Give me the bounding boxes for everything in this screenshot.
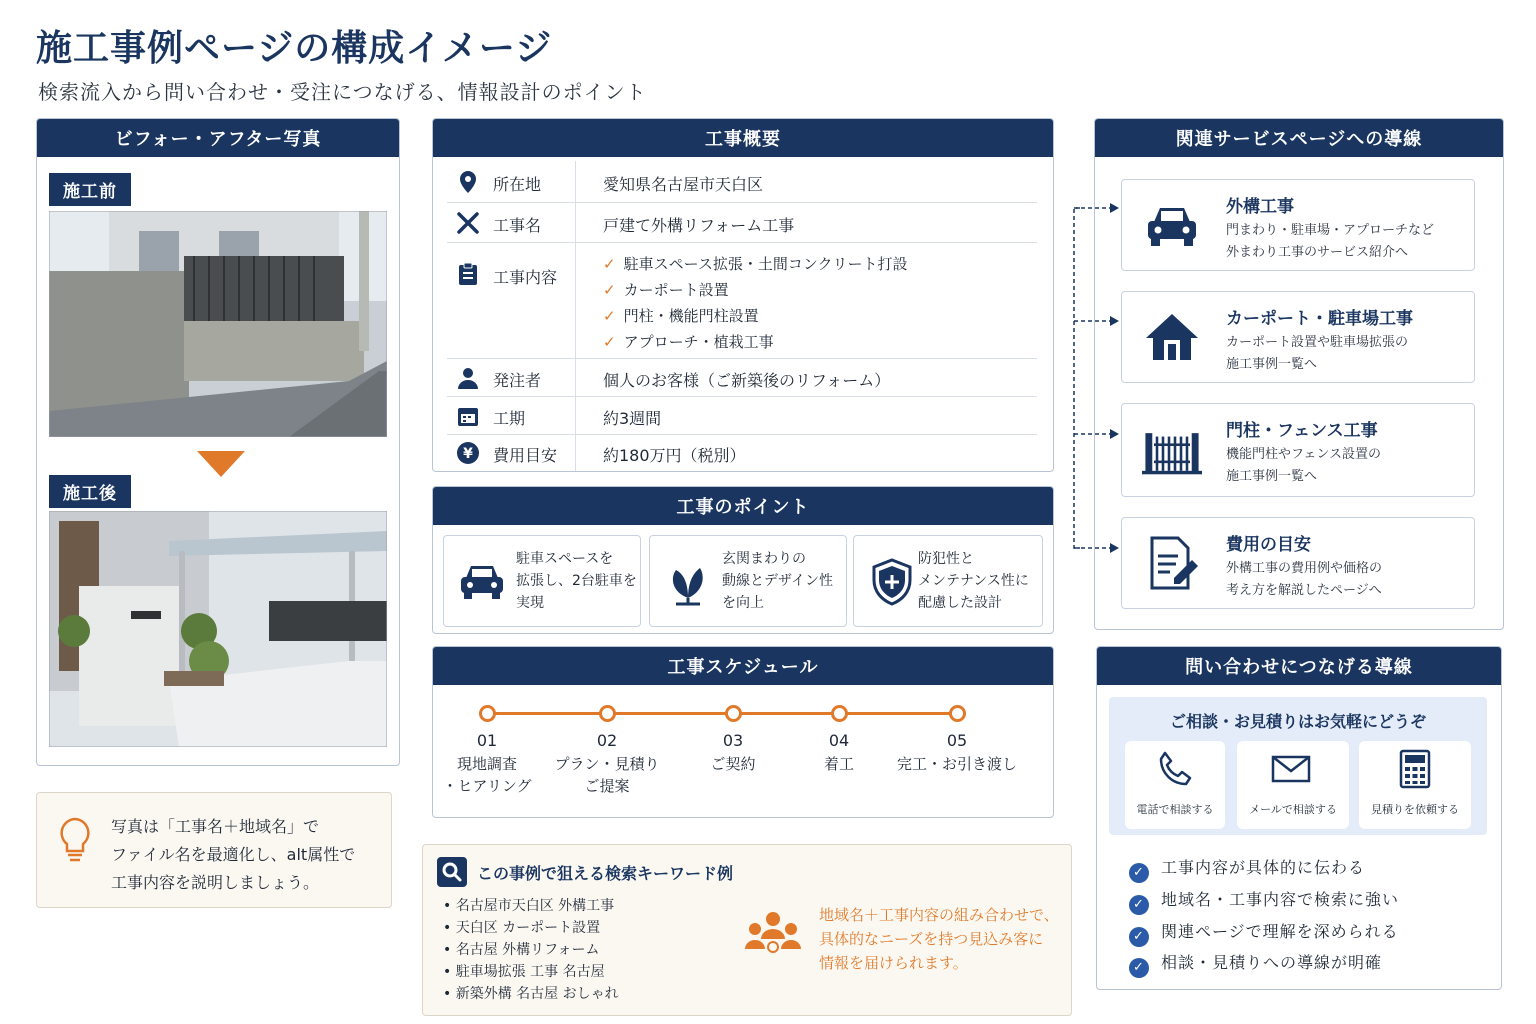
- schedule-step-marker: [725, 705, 742, 722]
- schedule-step-label: 着工: [823, 755, 854, 773]
- keyword-panel: [422, 844, 1072, 1016]
- schedule-panel: [432, 646, 1054, 818]
- related-card-carport[interactable]: カーポート・駐車場工事 カーポート設置や駐車場拡張の 施工事例一覧へ: [1121, 291, 1475, 383]
- calculator-icon: [1395, 749, 1435, 789]
- related-panel: [1094, 118, 1504, 630]
- contact-heading: 問い合わせにつなげる導線: [1097, 647, 1501, 685]
- photo-tip-line: ファイル名を最適化し、alt属性で: [111, 845, 356, 864]
- points-panel: [432, 486, 1054, 634]
- overview-row-period: [447, 397, 1037, 435]
- keyword-heading: この事例で狙える検索キーワード例: [477, 864, 734, 883]
- overview-row-location: [447, 161, 1037, 203]
- keyword-note-line: 具体的なニーズを持つ見込み客に: [819, 930, 1044, 948]
- page-subtitle: 検索流入から問い合わせ・受注につなげる、情報設計のポイント: [38, 80, 647, 104]
- contact-box: [1109, 697, 1487, 835]
- before-after-panel: [36, 118, 400, 766]
- yen-icon: [455, 440, 481, 466]
- location-pin-icon: [455, 169, 481, 195]
- benefit-item: ✓ 相談・見積りへの導線が明確: [1129, 950, 1382, 978]
- overview-row-client: [447, 359, 1037, 397]
- before-after-heading: ビフォー・アフター写真: [37, 119, 399, 157]
- car-icon: [456, 556, 508, 608]
- estimate-button[interactable]: 見積りを依頼する: [1359, 741, 1471, 829]
- contact-panel: [1096, 646, 1502, 990]
- overview-value: 約3週間: [603, 409, 662, 428]
- search-icon: [437, 857, 467, 887]
- mail-button[interactable]: メールで相談する: [1237, 741, 1349, 829]
- connector-arrows: [1066, 200, 1122, 556]
- schedule-line: [487, 712, 957, 715]
- mail-icon: [1271, 749, 1311, 789]
- overview-item: ✓ 駐車スペース拡張・土間コンクリート打設: [603, 255, 908, 273]
- check-icon: ✓: [1129, 895, 1149, 915]
- keyword-note-line: 地域名＋工事内容の組み合わせで、: [819, 906, 1059, 924]
- schedule-step-number: 03: [722, 731, 744, 750]
- schedule-step-marker: [831, 705, 848, 722]
- related-card-cost[interactable]: 費用の目安 外構工事の費用例や価格の 考え方を解説したページへ: [1121, 517, 1475, 609]
- schedule-step-number: 04: [828, 731, 850, 750]
- page-title: 施工事例ページの構成イメージ: [36, 28, 553, 69]
- related-heading: 関連サービスページへの導線: [1095, 119, 1503, 157]
- point-card: 防犯性と メンテナンス性に 配慮した設計: [853, 535, 1043, 627]
- house-icon: [1142, 308, 1202, 368]
- overview-heading: 工事概要: [433, 119, 1053, 157]
- contact-sub: ご相談・お見積りはお気軽にどうぞ: [1169, 712, 1426, 731]
- schedule-step-marker: [949, 705, 966, 722]
- shield-icon: [866, 556, 918, 608]
- keyword-item: • 新築外構 名古屋 おしゃれ: [443, 986, 619, 1002]
- schedule-step-label: ご契約: [710, 755, 756, 773]
- calendar-icon: [455, 403, 481, 429]
- keyword-item: • 駐車場拡張 工事 名古屋: [443, 964, 605, 980]
- overview-label: 費用目安: [493, 446, 558, 465]
- overview-label: 工事内容: [493, 268, 558, 287]
- check-icon: ✓: [1129, 863, 1149, 883]
- overview-label: 発注者: [493, 371, 542, 390]
- check-icon: ✓: [1129, 927, 1149, 947]
- overview-value: 約180万円（税別）: [603, 446, 746, 465]
- schedule-heading: 工事スケジュール: [433, 647, 1053, 685]
- schedule-step-number: 02: [596, 731, 618, 750]
- schedule-step-label: ・ヒアリング: [442, 777, 532, 795]
- overview-item: ✓ アプローチ・植栽工事: [603, 333, 774, 351]
- person-icon: [455, 365, 481, 391]
- related-card-exterior[interactable]: 外構工事 門まわり・駐車場・アプローチなど 外まわり工事のサービス紹介へ: [1121, 179, 1475, 271]
- tools-icon: [455, 210, 481, 236]
- photo-tip-line: 工事内容を説明しましょう。: [111, 873, 320, 892]
- lightbulb-icon: [57, 815, 93, 867]
- overview-value: 愛知県名古屋市天白区: [603, 175, 764, 194]
- fence-icon: [1142, 422, 1202, 482]
- car-icon: [1142, 196, 1202, 256]
- schedule-step-label: ご提案: [584, 777, 630, 795]
- benefit-item: ✓ 関連ページで理解を深められる: [1129, 919, 1399, 947]
- schedule-step-label: 完工・お引き渡し: [896, 755, 1017, 773]
- schedule-step-number: 01: [476, 731, 498, 750]
- clipboard-icon: [455, 261, 481, 287]
- benefit-item: ✓ 地域名・工事内容で検索に強い: [1129, 887, 1399, 915]
- overview-row-name: [447, 203, 1037, 243]
- photo-tip-box: [36, 792, 392, 908]
- points-heading: 工事のポイント: [433, 487, 1053, 525]
- keyword-item: • 天白区 カーポート設置: [443, 920, 601, 936]
- check-icon: ✓: [1129, 958, 1149, 978]
- related-card-fence[interactable]: 門柱・フェンス工事 機能門柱やフェンス設置の 施工事例一覧へ: [1121, 403, 1475, 497]
- svg-text:¥: ¥: [463, 446, 473, 462]
- before-label: 施工前: [49, 173, 131, 206]
- schedule-step-number: 05: [946, 731, 968, 750]
- overview-row-cost: [447, 435, 1037, 471]
- schedule-step-marker: [479, 705, 496, 722]
- schedule-step-marker: [599, 705, 616, 722]
- people-icon: [743, 909, 803, 959]
- point-card: 玄関まわりの 動線とデザイン性 を向上: [649, 535, 847, 627]
- overview-label: 工期: [493, 409, 526, 428]
- point-card: 駐車スペースを 拡張し、2台駐車を 実現: [443, 535, 641, 627]
- document-pen-icon: [1142, 534, 1202, 594]
- overview-panel: [432, 118, 1054, 472]
- schedule-step-label: プラン・見積り: [554, 755, 660, 773]
- overview-label: 工事名: [493, 216, 542, 235]
- after-photo: [49, 511, 387, 747]
- keyword-item: • 名古屋 外構リフォーム: [443, 942, 600, 958]
- overview-value: 戸建て外構リフォーム工事: [603, 216, 795, 235]
- phone-icon: [1155, 749, 1195, 789]
- phone-button[interactable]: 電話で相談する: [1125, 741, 1225, 829]
- overview-item: ✓ カーポート設置: [603, 281, 729, 299]
- leaf-icon: [662, 556, 714, 608]
- keyword-note-line: 情報を届けられます。: [819, 954, 968, 972]
- after-label: 施工後: [49, 475, 131, 508]
- benefit-item: ✓ 工事内容が具体的に伝わる: [1129, 855, 1365, 883]
- photo-tip-line: 写真は「工事名＋地域名」で: [111, 817, 320, 836]
- overview-item: ✓ 門柱・機能門柱設置: [603, 307, 759, 325]
- overview-label: 所在地: [493, 175, 542, 194]
- down-arrow-icon: [197, 451, 245, 477]
- keyword-item: • 名古屋市天白区 外構工事: [443, 898, 615, 914]
- overview-row-content: [447, 243, 1037, 359]
- before-photo: [49, 211, 387, 437]
- overview-value: 個人のお客様（ご新築後のリフォーム）: [603, 371, 891, 390]
- schedule-step-label: 現地調査: [456, 755, 517, 773]
